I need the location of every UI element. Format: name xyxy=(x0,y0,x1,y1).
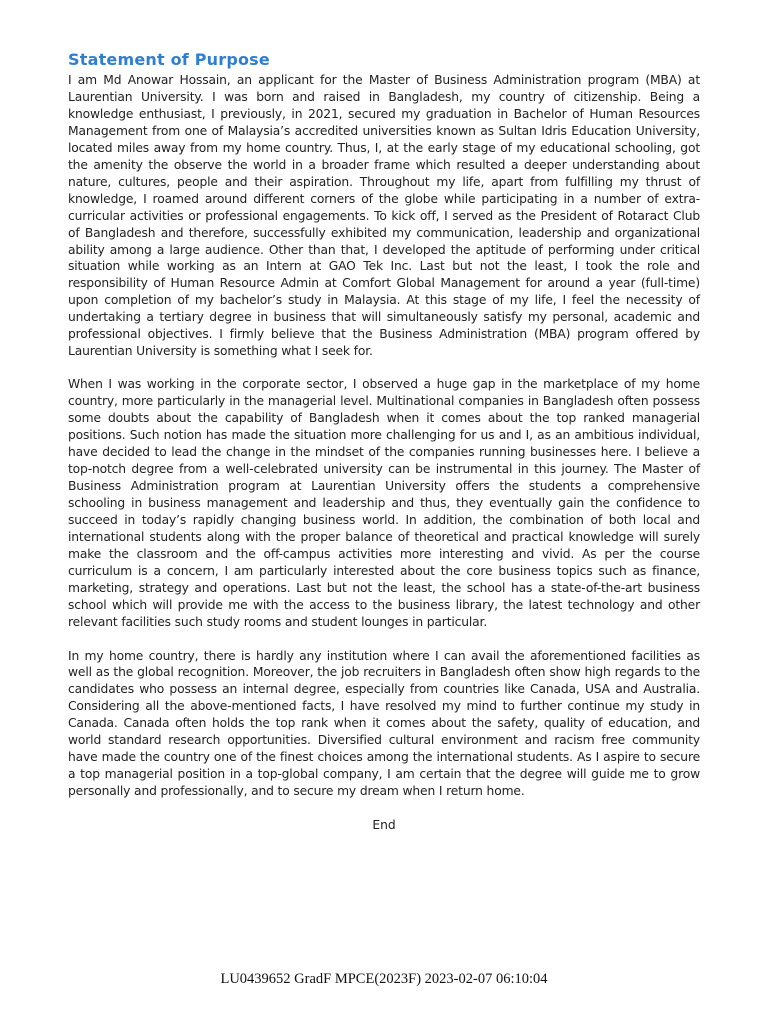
document-body xyxy=(68,50,700,833)
paragraph-1: I am Md Anowar Hossain, an applicant for the Master of Business Administration program (MBA) at Laurentian University. I was born and raised in Bangladesh, my country of citizenship. Being a knowledge enthusiast, I previously, in 2021, secured my graduation in Bachelor of Human Resources Management from one of Malaysia’s accredited universities known as Sultan Idris Education University, located miles away from my home country. Thus, I, at the early stage of my educational schooling, got the amenity the observe the world in a broader frame which resulted a deeper understanding about nature, cultures, people and their aspiration. Throughout my life, apart from fulfilling my thrust of knowledge, I roamed around different corners of the globe while participating in a number of extra-curricular activities or professional engagements. To kick off, I served as the President of Rotaract Club of Bangladesh and therefore, successfully exhibited my communication, leadership and organizational ability among a large audience. Other than that, I developed the aptitude of performing under critical situation while working as an Intern at GAO Tek Inc. Last but not the least, I took the role and responsibility of Human Resource Admin at Comfort Global Management for around a year (full-time) upon completion of my bachelor’s study in Malaysia. At this stage of my life, I feel the necessity of undertaking a tertiary degree in business that will simultaneously satisfy my personal, academic and professional objectives. I firmly believe that the Business Administration (MBA) program offered by Laurentian University is something what I seek for. xyxy=(68,73,700,359)
end-marker: End xyxy=(372,818,396,833)
paragraph-2: When I was working in the corporate sector, I observed a huge gap in the marketplace of my home country, more particularly in the managerial level. Multinational companies in Bangladesh often possess some doubts about the capability of Bangladesh when it comes about the top ranked managerial positions. Such notion has made the situation more challenging for us and I, as an ambitious individual, have decided to lead the change in the mindset of the companies running businesses here. I believe a top-notch degree from a well-celebrated university can be instrumental in this journey. The Master of Business Administration program at Laurentian University offers the students a comprehensive schooling in business management and leadership and thus, they eventually gain the confidence to succeed in today’s rapidly changing business world. In addition, the combination of both local and international students along with the proper balance of theoretical and practical knowledge will surely make the classroom and the off-campus activities more interesting and vivid. As per the course curriculum is a concern, I am particularly interested about the core business topics such as finance, marketing, strategy and operations. Last but not the least, the school has a state-of-the-art business school which will provide me with the access to the business library, the latest technology and other relevant facilities such study rooms and student lounges in particular. xyxy=(68,377,700,629)
document-title: Statement of Purpose xyxy=(68,50,270,69)
paragraph-3: In my home country, there is hardly any institution where I can avail the aforementioned facilities as well as the global recognition. Moreover, the job recruiters in Bangladesh often show high regards to the candidates who possess an internal degree, especially from countries like Canada, USA and Australia. Considering all the above-mentioned facts, I have resolved my mind to further continue my study in Canada. Canada often holds the top rank when it comes about the safety, quality of education, and world standard research opportunities. Diversified cultural environment and racism free community have made the country one of the finest choices among the international students. As I aspire to secure a top managerial position in a top-global company, I am certain that the degree will guide me to grow personally and professionally, and to secure my dream when I return home. xyxy=(68,648,700,799)
footer-stamp: LU0439652 GradF MPCE(2023F) 2023-02-07 06:10:04 xyxy=(220,971,548,987)
